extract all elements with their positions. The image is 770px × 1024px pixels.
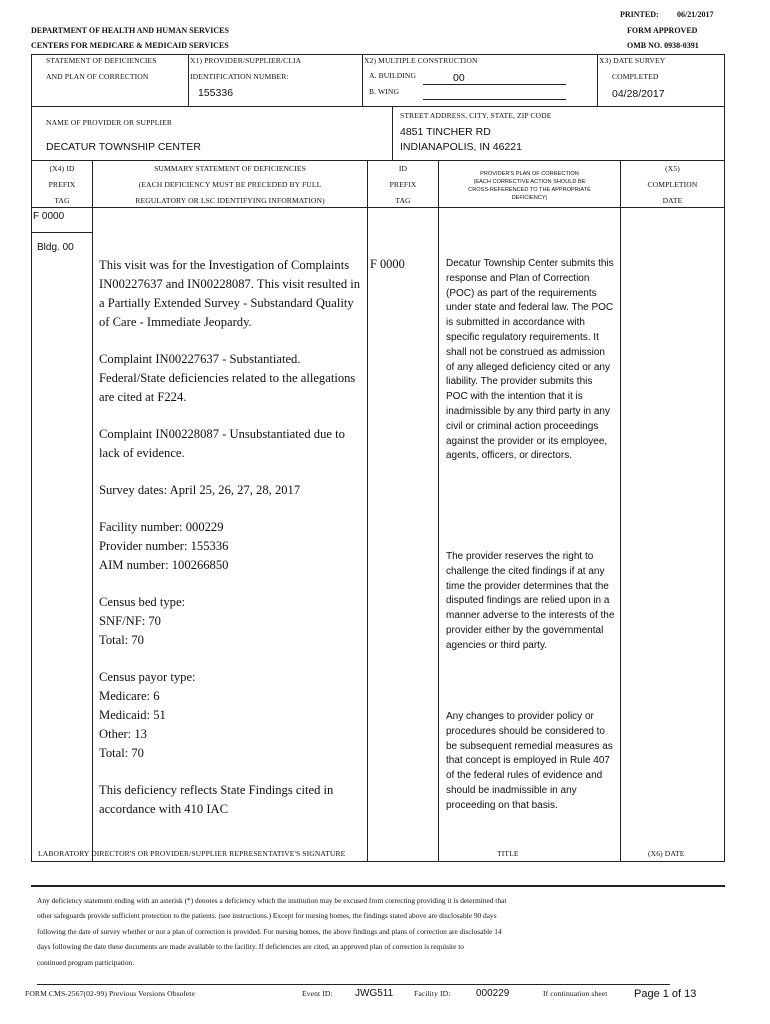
x4-id-label: (X4) ID xyxy=(49,164,75,173)
disclaimer xyxy=(37,893,717,970)
title-label: TITLE xyxy=(497,849,519,858)
wing-underline xyxy=(423,99,566,100)
facility-id-label: Facility ID: xyxy=(414,989,451,998)
address-label: STREET ADDRESS, CITY, STATE, ZIP CODE xyxy=(400,111,552,120)
identification-number-label: IDENTIFICATION NUMBER: xyxy=(190,72,289,81)
plan-paragraph: Any changes to provider policy or procedures should be considered to be subsequent remedial measures as that concept is employed in Rule 407 of the federal rules of evidence and should be inadmissible in any proceeding on that basis. xyxy=(446,711,613,811)
summary-paragraph: This visit was for the Investigation of Complaints IN00227637 and IN00228087. This visit resulted in a Partially Extended Survey - Substandard Quality of Care - Immediate Jeopardy. xyxy=(99,258,361,329)
street-address: 4851 TINCHER RD xyxy=(400,126,491,138)
disclaimer-line: other safeguards provide sufficient protection to the patients. (see instructions.) Except for nursing homes, the findings stated above are disclosable 90 days xyxy=(37,911,497,921)
building-value: 00 xyxy=(453,72,465,84)
event-id-value: JWG511 xyxy=(355,988,394,999)
building-underline xyxy=(423,84,566,85)
department-title: DEPARTMENT OF HEALTH AND HUMAN SERVICES xyxy=(31,26,229,35)
summary-statement xyxy=(99,256,363,837)
plan-of-correction xyxy=(446,257,616,814)
page-number: Page 1 of 13 xyxy=(634,988,697,1000)
x4-prefix-label: PREFIX xyxy=(48,180,76,189)
plan-header-1: PROVIDER'S PLAN OF CORRECTION xyxy=(480,171,579,177)
id-prefix-label: PREFIX xyxy=(389,180,417,189)
building-label: A. BUILDING xyxy=(369,71,417,80)
plan-of-correction-label: AND PLAN OF CORRECTION xyxy=(46,72,149,81)
printed-date: 06/21/2017 xyxy=(677,10,714,19)
summary-paragraph: Census bed type: SNF/NF: 70 Total: 70 xyxy=(99,595,186,647)
completion-label: COMPLETION xyxy=(647,180,698,189)
x6-date-label: (X6) DATE xyxy=(648,849,685,858)
provider-clia-label: X1) PROVIDER/SUPPLIER/CLIA xyxy=(190,56,302,65)
summary-paragraph: Complaint IN00228087 - Unsubstantiated due to lack of evidence. xyxy=(99,427,345,460)
summary-header-2: (EACH DEFICIENCY MUST BE PRECEDED BY FULL xyxy=(138,180,322,189)
tag-divider xyxy=(31,232,93,233)
summary-paragraph: Complaint IN00227637 - Substantiated. Federal/State deficiencies related to the allegations are cited at F224. xyxy=(99,352,356,404)
summary-header-1: SUMMARY STATEMENT OF DEFICIENCIES xyxy=(154,164,306,173)
id-label: ID xyxy=(398,164,408,173)
disclaimer-line: Any deficiency statement ending with an asterisk (*) denotes a deficiency which the institution may be excused from correcting providing it is determined that xyxy=(37,896,507,905)
printed-label: PRINTED: xyxy=(620,10,659,19)
date-survey-label: X3) DATE SURVEY xyxy=(599,56,666,65)
plan-paragraph: Decatur Township Center submits this response and Plan of Correction (POC) as part of the requirements under state and federal law. The POC is submitted in accordance with specific regulatory requirements. It shall not be construed as admission of any alleged deficiency cited or any liability. The provider submits this POC with the intention that it is inadmissible by any third party in any civil or criminal action proceedings against the provider or its employee, agents, officers, or directors. xyxy=(446,258,614,462)
building-tag: Bldg. 00 xyxy=(37,242,74,253)
signature-divider xyxy=(31,885,725,887)
provider-name: DECATUR TOWNSHIP CENTER xyxy=(46,141,201,153)
signature-label: LABORATORY DIRECTOR'S OR PROVIDER/SUPPLIER REPRESENTATIVE'S SIGNATURE xyxy=(38,849,346,858)
summary-paragraph: Survey dates: April 25, 26, 27, 28, 2017 xyxy=(99,483,301,497)
survey-completed-date: 04/28/2017 xyxy=(612,88,665,100)
plan-header-2: (EACH CORRECTIVE ACTION SHOULD BE xyxy=(473,179,586,185)
summary-paragraph: Facility number: 000229 Provider number: 155336 AIM number: 100266850 xyxy=(99,520,229,572)
tag-f0000-left: F 0000 xyxy=(33,211,65,222)
provider-number: 155336 xyxy=(198,87,234,99)
cms-title: CENTERS FOR MEDICARE & MEDICAID SERVICES xyxy=(31,41,229,50)
x4-tag-label: TAG xyxy=(54,196,70,205)
disclaimer-line: following the date of survey whether or not a plan of correction is provided. For nursing homes, the above findings and plans of correction are disclosable 14 xyxy=(37,926,502,936)
omb-number: OMB NO. 0938-0391 xyxy=(627,41,699,50)
multiple-construction-label: X2) MULTIPLE CONSTRUCTION xyxy=(364,56,478,65)
plan-paragraph: The provider reserves the right to challenge the cited findings if at any time the provider determines that the disputed findings are relied upon in a manner adverse to the interests of the provider either by the governmental agencies or third party. xyxy=(446,551,615,651)
facility-id-value: 000229 xyxy=(476,988,510,999)
disclaimer-line: days following the date these documents are made available to the facility. If deficiencies are cited, an approved plan of correction is requisite to xyxy=(37,942,464,952)
city-state-zip: INDIANAPOLIS, IN 46221 xyxy=(400,141,522,153)
date-label: DATE xyxy=(662,196,683,205)
continuation-label: If continuation sheet xyxy=(543,989,608,998)
form-number: FORM CMS-2567(02-99) Previous Versions Obsolete xyxy=(25,989,195,998)
tag-f0000-right: F 0000 xyxy=(370,257,405,271)
x5-label: (X5) xyxy=(665,164,680,173)
plan-header-3: CROSS-REFERENCED TO THE APPROPRIATE xyxy=(468,187,591,193)
id-tag-label: TAG xyxy=(395,196,411,205)
footer-divider xyxy=(37,984,670,985)
form-approved: FORM APPROVED xyxy=(627,26,698,35)
disclaimer-line: continued program participation. xyxy=(37,957,135,967)
completed-label: COMPLETED xyxy=(612,72,659,81)
wing-label: B. WING xyxy=(369,87,400,96)
provider-name-label: NAME OF PROVIDER OR SUPPLIER xyxy=(46,118,173,127)
summary-paragraph: Census payor type: Medicare: 6 Medicaid: 51 Other: 13 Total: 70 xyxy=(99,670,196,760)
plan-header-4: DEFICIENCY) xyxy=(511,195,548,201)
statement-label: STATEMENT OF DEFICIENCIES xyxy=(46,56,157,65)
event-id-label: Event ID: xyxy=(302,989,333,998)
summary-header-3: REGULATORY OR LSC IDENTIFYING INFORMATION) xyxy=(135,196,325,205)
summary-paragraph: This deficiency reflects State Findings cited in accordance with 410 IAC xyxy=(99,783,334,816)
